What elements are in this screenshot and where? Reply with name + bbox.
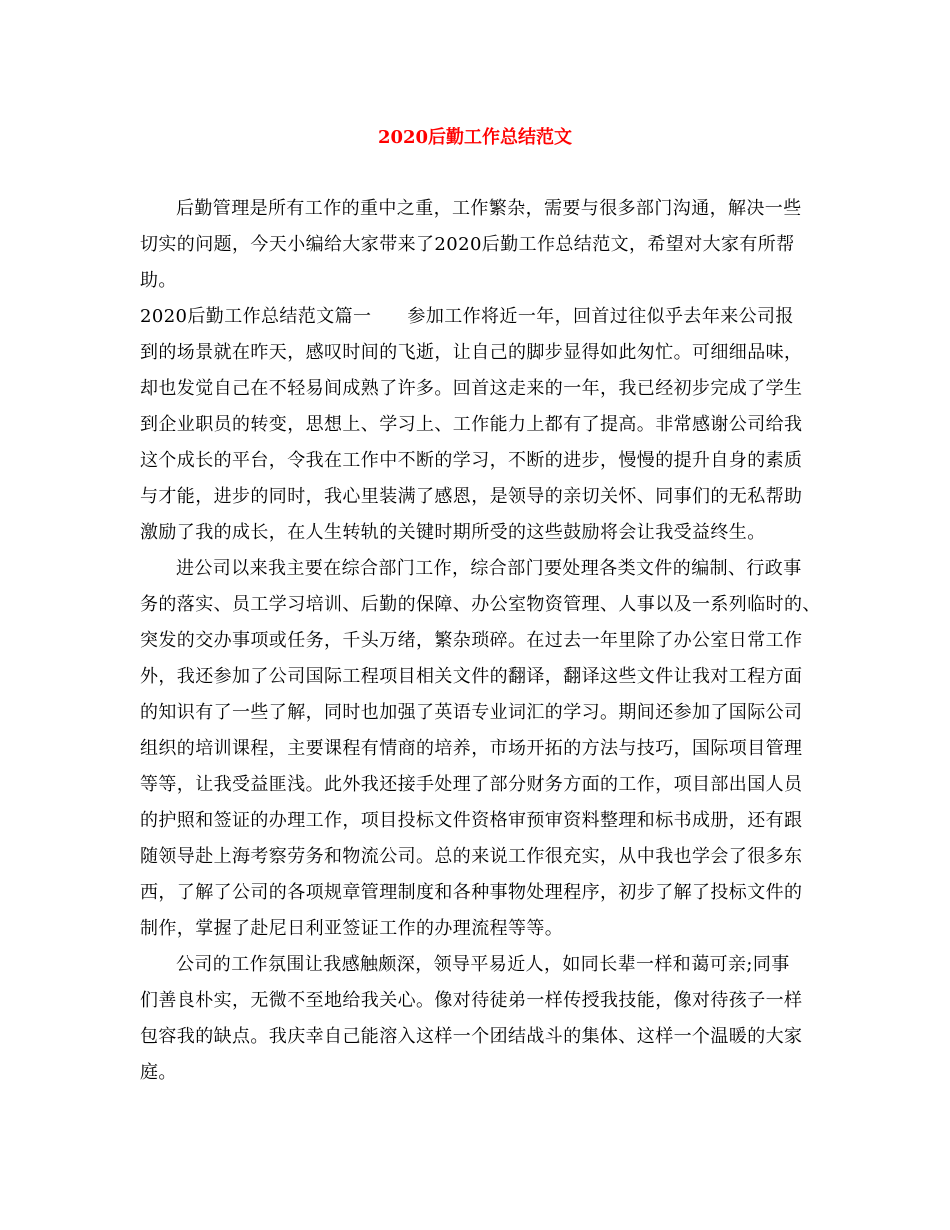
paragraph-line: 突发的交办事项或任务，千头万绪，繁杂琐碎。在过去一年里除了办公室日常工作	[140, 630, 803, 651]
paragraph-line: 助。	[140, 270, 177, 291]
paragraph-line: 包容我的缺点。我庆幸自己能溶入这样一个团结战斗的集体、这样一个温暖的大家	[140, 1026, 803, 1047]
paragraph-line: 进公司以来我主要在综合部门工作，综合部门要处理各类文件的编制、行政事	[176, 558, 802, 579]
paragraph-line: 随领导赴上海考察劳务和物流公司。总的来说工作很充实，从中我也学会了很多东	[140, 846, 803, 867]
paragraph-line: 到的场景就在昨天，感叹时间的飞逝，让自己的脚步显得如此匆忙。可细细品味，	[140, 342, 803, 363]
section-heading: 2020后勤工作总结范文篇一	[140, 306, 372, 327]
paragraph-line: 的护照和签证的办理工作，项目投标文件资格审预审资料整理和标书成册，还有跟	[140, 810, 803, 831]
paragraph-line: 这个成长的平台，令我在工作中不断的学习，不断的进步，慢慢的提升自身的素质	[140, 450, 803, 471]
paragraph-line	[140, 304, 794, 330]
paragraph-line: 的知识有了一些了解，同时也加强了英语专业词汇的学习。期间还参加了国际公司	[140, 702, 803, 723]
document-title: 2020后勤工作总结范文	[377, 127, 573, 148]
paragraph-line: 后勤管理是所有工作的重中之重，工作繁杂，需要与很多部门沟通，解决一些	[176, 198, 802, 219]
paragraph-line: 庭。	[140, 1062, 177, 1083]
paragraph-line: 制作，掌握了赴尼日利亚签证工作的办理流程等等。	[140, 918, 564, 939]
paragraph-line: 切实的问题，今天小编给大家带来了2020后勤工作总结范文，希望对大家有所帮	[140, 234, 795, 255]
paragraph-text: 参加工作将近一年，回首过往似乎去年来公司报	[407, 306, 794, 327]
paragraph-line: 却也发觉自己在不轻易间成熟了许多。回首这走来的一年，我已经初步完成了学生	[140, 378, 803, 399]
paragraph-line: 西，了解了公司的各项规章管理制度和各种事物处理程序，初步了解了投标文件的	[140, 882, 803, 903]
paragraph-line: 公司的工作氛围让我感触颇深，领导平易近人，如同长辈一样和蔼可亲;同事	[176, 954, 790, 975]
paragraph-line: 激励了我的成长，在人生转轨的关键时期所受的这些鼓励将会让我受益终生。	[140, 522, 766, 543]
paragraph-line: 到企业职员的转变，思想上、学习上、工作能力上都有了提高。非常感谢公司给我	[140, 414, 803, 435]
paragraph-line: 等等，让我受益匪浅。此外我还接手处理了部分财务方面的工作，项目部出国人员	[140, 774, 803, 795]
paragraph-line: 组织的培训课程，主要课程有情商的培养，市场开拓的方法与技巧，国际项目管理	[140, 738, 803, 759]
paragraph-line: 务的落实、员工学习培训、后勤的保障、办公室物资管理、人事以及一系列临时的、	[140, 594, 821, 615]
paragraph-line: 与才能，进步的同时，我心里装满了感恩，是领导的亲切关怀、同事们的无私帮助	[140, 486, 803, 507]
paragraph-line: 们善良朴实，无微不至地给我关心。像对待徒弟一样传授我技能，像对待孩子一样	[140, 990, 803, 1011]
paragraph-line: 外，我还参加了公司国际工程项目相关文件的翻译，翻译这些文件让我对工程方面	[140, 666, 803, 687]
